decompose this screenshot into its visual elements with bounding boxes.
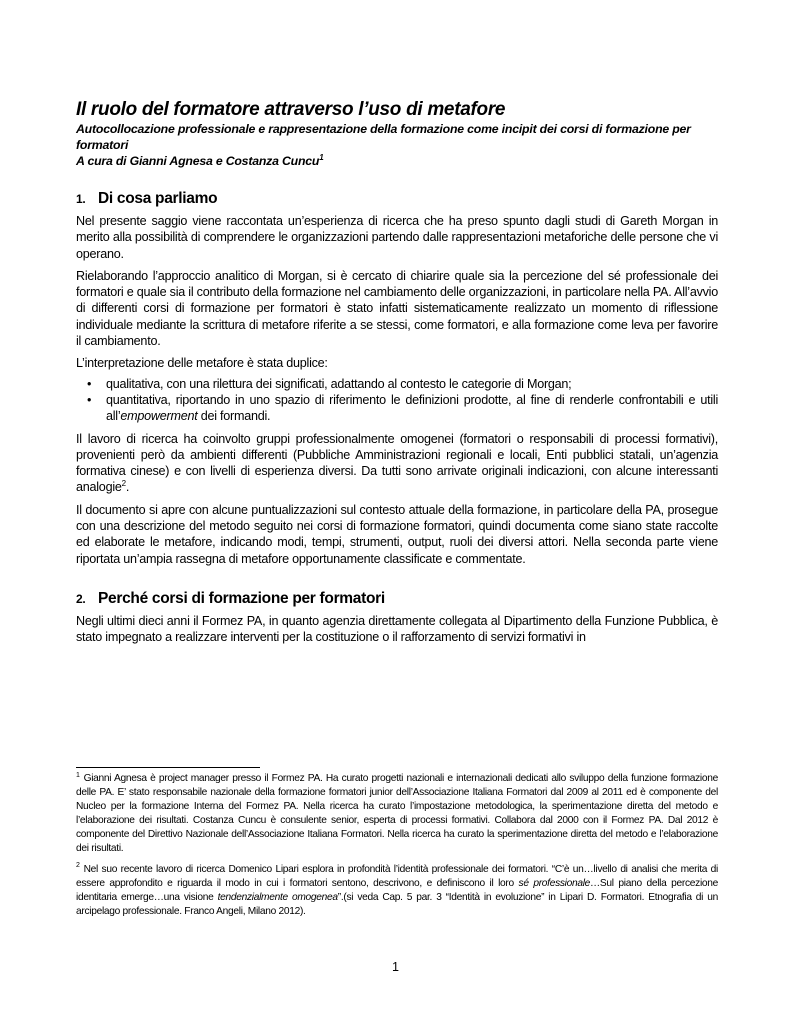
paragraph-end: . <box>125 480 130 495</box>
footnote-1 <box>76 772 718 857</box>
interpretation-list <box>76 376 718 425</box>
authors-text: A cura di Gianni Agnesa e Costanza Cuncu <box>76 154 320 168</box>
footnote-2 <box>76 863 718 919</box>
section-1-paragraph-2: Rielaborando l’approccio analitico di Morgan, si è cercato di chiarire quale sia la percezione del sé professionale dei formatori e quale sia il contributo della formazione nel cambiamento delle organizzazioni, in particolare nella PA. All’avvio di differenti corsi di formazione per formatori è stato infatti sistematicamente realizzato un momento di riflessione individuale mediante la scrittura di metafore riferite a se stessi, come formatori, e alla formazione come leva per favorire il cambiamento. <box>76 268 718 349</box>
footnote-2-marker: 2 <box>76 862 80 870</box>
footnote-separator <box>76 767 260 768</box>
list-item-emphasis: empowerment <box>120 409 198 424</box>
paragraph-text: Il lavoro di ricerca ha coinvolto gruppi professionalmente omogenei (formatori o responsabili di processi formativi), provenienti però da ambienti differenti (Pubbliche Amministrazioni regionali e locali, Enti pubblici statali, un’agenzia formativa cinese) e con livelli di esperienza diversi. Da tutti sono arrivate originali indicazioni, con alcune interessanti analogie <box>76 431 718 495</box>
section-2-title: Perché corsi di formazione per formatori <box>98 589 385 607</box>
footnotes <box>76 772 718 925</box>
document-authors <box>76 153 718 169</box>
footnote-2-text-a: Nel suo recente lavoro di ricerca Domenico Lipari esplora in profondità l’identità professionale dei formatori. “C’è un…livello di analisi che merita di essere approfondito e riguarda il modo in cui i formatori sentono, descrivono, e definiscono il loro <box>76 863 718 889</box>
section-1-title: Di cosa parliamo <box>98 190 218 207</box>
footnote-2-text-b: …Sul piano della percezione identitaria emerge…una visione <box>76 877 719 903</box>
document-body <box>76 98 718 646</box>
section-1-heading <box>76 189 718 209</box>
footnote-ref-2[interactable]: 2 <box>121 479 126 489</box>
footnote-2-text-c: ”.(si veda Cap. 5 par. 3 “Identità in evoluzione” in Lipari D. Formatori. Etnografia di un arcipelago professionale. Franco Angeli, Milano 2012). <box>76 891 718 917</box>
footnote-2-emphasis-1: sé professionale <box>518 877 591 889</box>
section-1-paragraph-4 <box>76 431 718 496</box>
bullet-icon: • <box>87 376 92 391</box>
list-item-text: qualitativa, con una rilettura dei significati, adattando al contesto le categorie di Morgan; <box>106 376 572 391</box>
section-2-paragraph-1: Negli ultimi dieci anni il Formez PA, in quanto agenzia direttamente collegata al Dipartimento della Funzione Pubblica, è stato impegnato a realizzare interventi per la costituzione o il rafforzamento di servizi formativi in <box>76 613 718 645</box>
section-2-heading <box>76 589 718 609</box>
list-item <box>76 376 718 392</box>
document-title: Il ruolo del formatore attraverso l’uso di metafore <box>76 99 506 120</box>
section-2-number: 2. <box>76 591 86 606</box>
section-1-paragraph-5: Il documento si apre con alcune puntualizzazioni sul contesto attuale della formazione, in particolare della PA, prosegue con una descrizione del metodo seguito nei corsi di formazione formatori, quindi documenta come siano state raccolte ed elaborate le metafore, indicando modi, tempi, strumenti, output, ruoli dei diversi attori. Nella seconda parte viene riportata un’ampia rassegna di metafore opportunamente classificate e commentate. <box>76 502 718 566</box>
list-item-text: quantitativa, riportando in uno spazio di riferimento le definizioni prodotte, al fine di renderle confrontabili e utili all’ <box>106 392 718 424</box>
document-subtitle: Autocollocazione professionale e rappresentazione della formazione come incipit dei corsi di formazione per formatori <box>76 122 691 152</box>
section-1-number: 1. <box>76 192 86 206</box>
list-item-text-end: dei formandi. <box>197 409 271 424</box>
section-1-paragraph-1: Nel presente saggio viene raccontata un’esperienza di ricerca che ha preso spunto dagli studi di Gareth Morgan in merito alla possibilità di comprendere le organizzazioni partendo dalle rappresentazioni metaforiche delle persone che vi operano. <box>76 214 718 261</box>
footnote-1-text: Gianni Agnesa è project manager presso il Formez PA. Ha curato progetti nazionali e internazionali dedicati allo sviluppo della funzione formazione delle PA. E’ stato responsabile nazionale della formazione formatori junior dell’Associazione Italiana Formatori dal 2009 al 2011 ed è componente del Nucleo per la formazione Interna del Formez PA. Nella ricerca ha curato l’impostazione metodologica, la sperimentazione diretta del metodo e l’elaborazione dei risultati. Costanza Cuncu è consulente senior, esperta di processi formativi. Collabora dal 2000 con il Formez PA. Dal 2012 è componente del Direttivo Nazionale dell’Associazione Italiana Formatori. Nella ricerca ha curato la sperimentazione diretta del metodo e l’elaborazione dei risultati. <box>76 773 718 855</box>
page-number: 1 <box>391 960 399 974</box>
footnote-1-marker: 1 <box>76 771 80 779</box>
footnote-2-emphasis-2: tendenzialmente omogenea <box>217 891 338 903</box>
section-1-paragraph-3: L’interpretazione delle metafore è stata duplice: <box>76 356 328 371</box>
list-item <box>76 392 718 425</box>
footnote-ref-1[interactable]: 1 <box>319 152 324 162</box>
bullet-icon: • <box>87 392 92 407</box>
